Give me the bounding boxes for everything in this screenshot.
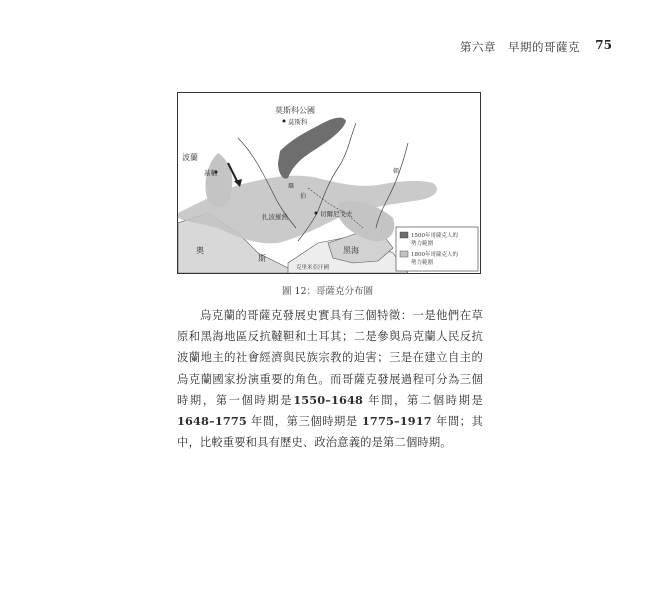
period-3: 1775–1917 [361, 414, 432, 429]
paragraph-text-4: 年間；其中，比較重要和具有歷史、政治意義的是第二個時期。 [177, 415, 483, 450]
running-header [390, 39, 620, 57]
cossack-1800-east [338, 201, 394, 241]
cossack-1500-area [278, 118, 346, 179]
legend-label-1500-line2: 勢力範圍 [411, 241, 434, 247]
label-moscow-principality: 莫斯科公國 [275, 106, 315, 115]
label-kiev: 基輔 [204, 169, 217, 177]
label-don: 頓 [393, 168, 400, 175]
moscow-marker [283, 120, 286, 123]
page-number: 75 [595, 38, 612, 52]
legend-label-1500-line1: 1500年哥薩克人的 [411, 233, 458, 239]
paragraph [177, 305, 483, 453]
label-chernihiv: 切爾尼戈夫 [320, 210, 353, 218]
cossack-distribution-map [177, 92, 481, 274]
period-2: 1648–1775 [177, 414, 247, 429]
chapter-title: 第六章 早期的哥薩克 [460, 40, 580, 54]
legend-label-1800-line1: 1800年哥薩克人的 [411, 252, 458, 258]
body-text [177, 305, 483, 453]
label-crimea-khanate: 克里米亞汗國 [296, 265, 330, 271]
figure-caption-text: 圖 12：哥薩克分布圖 [281, 286, 374, 297]
legend-swatch-1500 [400, 232, 408, 238]
cossack-1800-north [206, 153, 233, 207]
paragraph-text-1: 烏克蘭的哥薩克發展史實具有三個特徵：一是他們在草原和黑海地區反抗韃靼和土耳其；二是參與烏克蘭人民反抗波蘭地主的社會經濟與民族宗教的迫害；三是在建立自主的烏克蘭國家扮演重要的角色。而哥薩克發展過程可分為三個時期，第一個時期是 [177, 309, 483, 407]
label-dnieper: 聶 [288, 183, 295, 190]
label-poland: 波蘭 [182, 153, 198, 162]
label-moscow: 莫斯科 [288, 118, 308, 126]
paragraph-text-2: 年間，第二個時期是 [363, 393, 483, 407]
period-1: 1550–1648 [293, 392, 364, 407]
map-graphic [178, 93, 480, 273]
map-legend [396, 227, 478, 271]
legend-label-1800-line2: 勢力範圍 [411, 260, 434, 266]
figure-caption [0, 283, 655, 297]
label-ottoman-2: 斯 [258, 254, 266, 263]
label-ottoman: 奧 [196, 246, 204, 255]
label-dnieper-2: 伯 [300, 193, 307, 200]
label-black-sea: 黑海 [343, 246, 359, 255]
legend-swatch-1800 [400, 251, 408, 257]
paragraph-text-3: 年間，第三個時期是 [246, 415, 362, 429]
label-zaporizhia: 扎波羅熱 [262, 213, 288, 221]
zaporizhia-marker [315, 212, 318, 215]
